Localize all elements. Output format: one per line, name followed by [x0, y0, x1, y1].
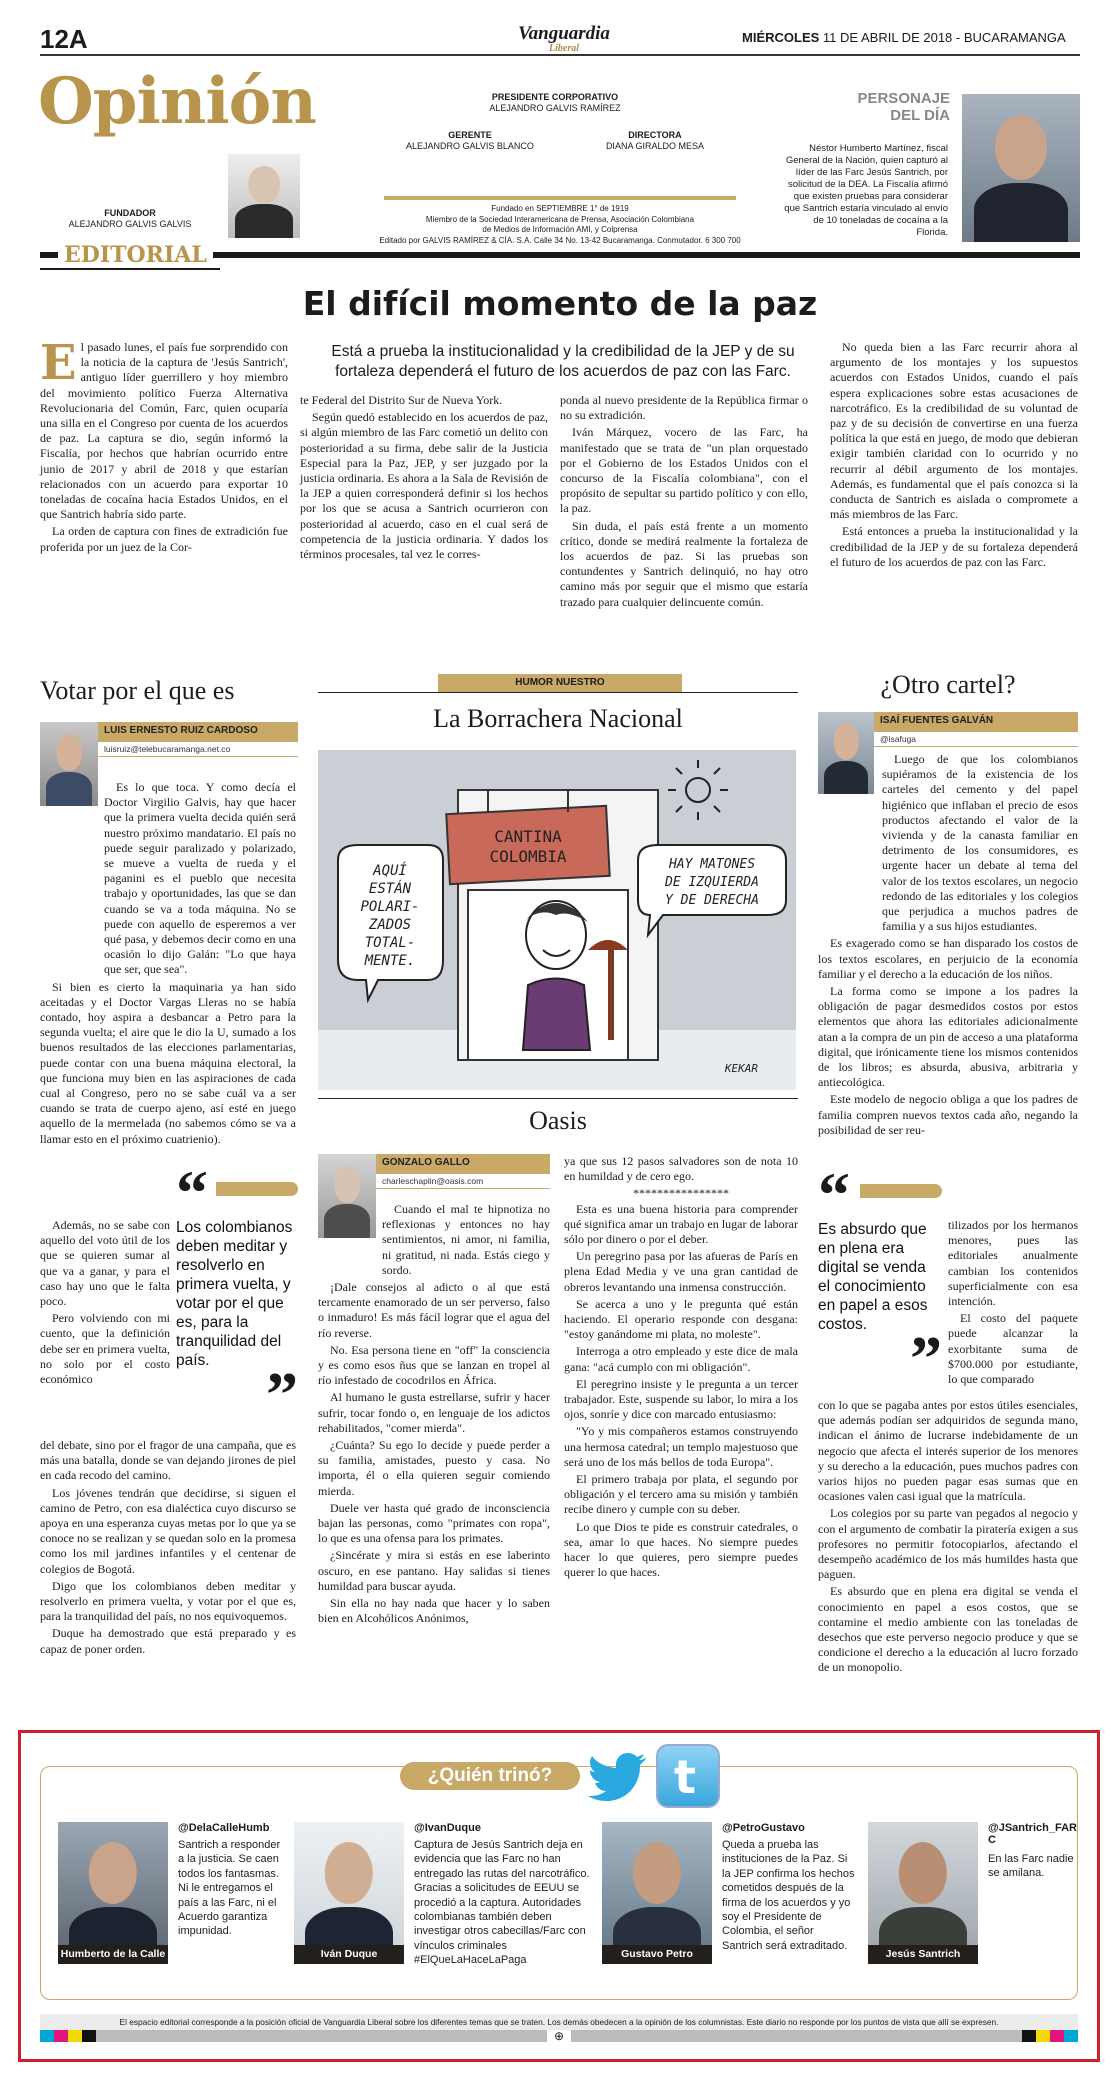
column-paragraph: Sin ella no hay nada que hacer y lo saben bien en Alcohólicos Anónimos,: [318, 1596, 550, 1626]
footer-note: El espacio editorial corresponde a la posición oficial de Vanguardia Liberal sobre los diferentes temas que se traten. Los demás obedecen a la opinión de los columnistas. Este diario no responde por los puntos de vista que allí se expresen.: [40, 2014, 1078, 2030]
presidente-label: PRESIDENTE CORPORATIVO: [491, 92, 619, 102]
editorial-tag: [58, 242, 213, 268]
tweet-avatar-3: [602, 1822, 712, 1964]
column-paragraph: Duele ver hasta qué grado de inconsciencia bajan las personas, como "primates con ropa", lo que es una ofensa para los primates.: [318, 1500, 550, 1546]
column-paragraph: Es lo que toca. Y como decía el Doctor Virgilio Galvis, hay que hacer que la primera vuelta decida quién será nuestro próximo mandatario. El país no puede seguir paralizado y polarizado, se mueve a vuelta de rueda y el paganini es el pueblo que necesita trabajo y oportunidades, las que se dan cuando se va a toda máquina. No se puede con aquello de esperemos a ver qué pasa, y debemos decir como en una ocasión lo dijo Galán: "Lo que haya que ser, que sea".: [104, 780, 296, 977]
cartoon-top-rule: [318, 692, 798, 693]
column-left-text-bot: [40, 1438, 296, 1659]
column-paragraph: No. Esa persona tiene en "off" la consciencia y es como esos ñus que se lanzan en tropel al río infestado de cocodrilos en África.: [318, 1342, 550, 1388]
header-rule: [40, 54, 1080, 56]
column-paragraph: con lo que se pagaba antes por estos útiles esenciales, que además podían ser adquiridos de segunda mano, indican el ánimo de lucrarse indebidamente de un negocio que afecta el interés superior de los menores y su derecho a la educación, pues muchos padres con varios hijos no pueden pagar esas sumas que en ocasiones valen casi igual que la matrícula.: [818, 1398, 1078, 1504]
editorial-title: El difícil momento de la paz: [302, 284, 818, 323]
column-paragraph: Lo que Dios te pide es construir catedrales, o sea, amar lo que haces. No siempre puedes hacer lo que quieres, pero siempre puedes querer lo que haces.: [564, 1519, 798, 1580]
editorial-paragraph: l pasado lunes, el país fue sorprendido con la noticia de la captura de 'Jesús Santrich', antiguo líder guerrillero y hoy miembro del movimiento político Fuerza Alternativa Revolucionaria del Común, Farc, quien ocuparía una silla en el Congreso por cuenta de los acuerdos de paz. La captura se dio, según informó la Fiscalía, por hechos que habrían ocurrido entre junio de 2017 y abril de 2018 y que estarían relacionados con un acuerdo para exportar 10 toneladas de cocaína hacia Estados Unidos, en el que Santrich habría sido parte.: [40, 340, 288, 522]
cartoon-illustration: [318, 750, 796, 1090]
column-paragraph: Si bien es cierto la maquinaria ya han sido aceitadas y el Doctor Vargas Lleras no se había contado, hoy aspira a desbancar a Petro para la segunda vuelta; el aire que le dio la U, sumado a los buenos resultados de las elecciones parlamentarias, puede contar con una buena máquina electoral, la que funciona muy bien en las aspiraciones de cada cual al Congreso, pero no se sabe cuál va a ser cuando se trata de cuerpo ajeno, así esté en juego aquello de la mermelada (no sabemos cómo se va a llamar esto en el próximo cuatrienio).: [40, 979, 296, 1146]
editorial-paragraph: Está entonces a prueba la institucionalidad y la credibilidad de la JEP y de su fortaleza dependerá el futuro de los acuerdos de paz con las Farc.: [830, 524, 1078, 569]
column-right-title: ¿Otro cartel?: [880, 670, 1016, 699]
directora-label: DIRECTORA: [628, 130, 682, 140]
editorial-paragraph: te Federal del Distrito Sur de Nueva York.: [300, 393, 503, 407]
fundado-block: [350, 204, 770, 246]
gerente-label: GERENTE: [448, 130, 492, 140]
author-name: LUIS ERNESTO RUIZ CARDOSO: [98, 722, 298, 742]
column-paragraph: ya que sus 12 pasos salvadores son de nota 10 en humildad y de cero ego.: [564, 1154, 798, 1184]
editorial-dropcap: E: [40, 335, 77, 391]
brand-name: Vanguardia: [518, 23, 610, 44]
column-paragraph: Es absurdo que en plena era digital se venda el conocimiento en papel a esos costos, que se contamine el medio ambiente con las toneladas de desechos que este perverso negocio produce y que se condicione el derecho a la educación al lucro forzado de un monopolio.: [818, 1584, 1078, 1675]
twitter-logo-icon: t: [656, 1744, 720, 1808]
cartoon-title: La Borrachera Nacional: [433, 704, 683, 733]
author-name: GONZALO GALLO: [376, 1154, 550, 1174]
column-paragraph: Digo que los colombianos deben meditar y resolverlo en primera vuelta, y votar por el que es, para la tranquilidad del país, no nos equivoquemos.: [40, 1578, 296, 1624]
tweet-handle: @JSantrich_FARC: [988, 1822, 1077, 1846]
column-paragraph: Interroga a otro empleado y este dice de mala gana: "acá cumplo con mi obligación".: [564, 1344, 798, 1374]
column-paragraph: La forma como se impone a los padres la obligación de pagar desmedidos costos por estos elementos que ahora las editoriales adicionalmente atan a la compra de un pin de acceso a una plataforma digital, que irónicamente tiene los mismos contenidos de los libros; es absurda, abusiva, arbitraria y antiecológica.: [818, 984, 1078, 1090]
column-paragraph: del debate, sino por el fragor de una campaña, que es más una batalla, donde se van dejando jirones de piel en cada recodo del camino.: [40, 1438, 296, 1483]
column-paragraph: Además, no se sabe con aquello del voto útil de los que se quieren sumar al que va a ganar, y para el caso hay uno que le falta poco.: [40, 1218, 170, 1309]
column-paragraph: Se acerca a uno y le pregunta qué están haciendo. El operario responde con desgana: "estoy ganándome mi plata, no moleste".: [564, 1296, 798, 1342]
fundador-label: FUNDADOR: [104, 208, 156, 218]
column-mid-text-2: [564, 1154, 798, 1582]
tweet-handle: @PetroGustavo: [722, 1822, 805, 1834]
pull-quote-right: [818, 1159, 942, 1394]
tweet-author-name: Humberto de la Calle: [58, 1945, 168, 1964]
twitter-bird-icon: [588, 1752, 648, 1802]
fundado-line-2: Miembro de la Sociedad Interamericana de Prensa, Asociación Colombiana: [425, 214, 695, 224]
staff-block: [370, 92, 740, 152]
editorial-paragraph: ponda al nuevo presidente de la República firmar o no su extradición.: [560, 393, 808, 423]
column-right-text-mid: [948, 1218, 1078, 1389]
column-paragraph: Al humano le gusta estrellarse, sufrir y hacer sufrir, tocar fondo o, en lenguaje de los adictos rehabilitados, "comer mierda".: [318, 1390, 550, 1435]
column-paragraph: ¿Sincérate y mira si estás en ese laberinto oscuro, en ese pantano. Hay salidas si tienes humildad para buscar ayuda.: [318, 1548, 550, 1593]
column-paragraph: El peregrino insiste y le pregunta a un tercer trabajador. Este, suspende su labor, lo mira a los ojos, sonríe y dice con marcado entusiasmo:: [564, 1376, 798, 1422]
tweet-avatar-4: [868, 1822, 978, 1964]
tweet-author-name: Gustavo Petro: [602, 1945, 712, 1964]
column-paragraph: "Yo y mis compañeros estamos construyendo una hermosa catedral; un templo majestuoso que será uno de los más bellos de toda Europa".: [564, 1424, 798, 1469]
column-paragraph: El costo del paquete puede alcanzar la exorbitante suma de $700.000 por estudiante, lo que comparado: [948, 1311, 1078, 1387]
svg-text:POLARI-: POLARI-: [360, 899, 420, 915]
author-email: luisruiz@telebucaramanga.net.co: [98, 742, 298, 757]
column-paragraph: Pero volviendo con mi cuento, que la definición debe ser en primera vuelta, no solo por el costo económico: [40, 1311, 170, 1387]
column-paragraph: tilizados por los hermanos menores, pues las editoriales anualmente cambian los contenidos superficialmente con esa intención.: [948, 1218, 1078, 1309]
pull-quote-left: [176, 1157, 298, 1430]
fundador-name: ALEJANDRO GALVIS GALVIS: [68, 219, 192, 229]
tweet-author-name: Jesús Santrich: [868, 1945, 978, 1964]
personaje-title-1: PERSONAJE: [857, 90, 950, 107]
column-left-text-mid: [40, 1218, 170, 1389]
brand-logo: [510, 24, 618, 54]
directora-block: [606, 130, 704, 152]
section-title: Opinión: [38, 64, 316, 139]
column-paragraph: Es exagerado como se han disparado los costos de los textos escolares, en perjuicio de la economía familiar y el derecho a la educación de los niños.: [818, 936, 1078, 981]
personaje-title-2: DEL DÍA: [890, 107, 950, 124]
issue-date: [742, 30, 1066, 45]
tweet-text: Queda a prueba las instituciones de la Paz. Si la JEP confirma los hechos cometidos después de la firma de los acuerdos y yo soy el Presidente de Colombia, el señor Santrich será extraditado.: [722, 1839, 855, 1952]
editorial-col-2: [300, 393, 548, 564]
pull-quote-text: Es absurdo que en plena era digital se venda el conocimiento en papel a esos costos.: [818, 1221, 928, 1333]
directora-name: DIANA GIRALDO MESA: [605, 141, 704, 151]
column-left-title: Votar por el que es: [40, 676, 235, 705]
editorial-col-1: [40, 335, 288, 557]
oasis-rule: [318, 1098, 798, 1099]
editorial-lead: Está a prueba la institucionalidad y la credibilidad de la JEP y de su fortaleza dependerá el futuro de los acuerdos de paz con las Farc.: [331, 343, 795, 380]
tweet-text: En las Farc nadie se amilana.: [988, 1853, 1074, 1880]
pull-quote-bar: [216, 1182, 298, 1196]
column-paragraph: ¡Dale consejos al adicto o al que está tercamente enamorado de un ser perverso, falso o inmaduro! Es más fácil lograr que el agua del río reverse.: [318, 1280, 550, 1340]
cartoon-sign: CANTINA: [494, 827, 562, 846]
quote-close-icon: ”: [910, 1323, 942, 1394]
tweet-avatar-1: [58, 1822, 168, 1964]
tweets-title: ¿Quién trinó?: [400, 1762, 580, 1790]
column-paragraph: Los jóvenes tendrán que decidirse, si siguen el camino de Petro, con esa dialéctica cuyo discurso se apoya en una esperanza cuyas metas por lo que ya se conoce no se realizan y se quedan solo en la promesa como los mil jardines infantiles y el centenar de colegios de Bogotá.: [40, 1485, 296, 1576]
column-paragraph: Esta es una buena historia para comprender qué significa amar un trabajo en lugar de laborar sólo por dinero o por el deber.: [564, 1201, 798, 1247]
quote-open-icon: “: [176, 1157, 208, 1228]
quote-close-icon: ”: [266, 1359, 298, 1430]
tweet-text: Captura de Jesús Santrich deja en evidencia que las Farc no han entregado las rutas del narcotráfico. Gracias a solicitudes de EEUU se procedió a la captura. Autoridades colombianas también deben investigar otros cabecillas/Farc con vínculos criminales #ElQueLaHaceLaPaga: [414, 1839, 590, 1967]
separator-stars: ****************: [633, 1186, 729, 1201]
tweet-author-name: Iván Duque: [294, 1945, 404, 1964]
column-mid-title: Oasis: [529, 1106, 587, 1135]
editorial-paragraph: Sin duda, el país está frente a un momento crítico, donde se medirá realmente la fortaleza de los acuerdos de paz. Si las pruebas son contundentes y Santrich delinquió, no hay otro camino más por seguir que el mismo que estaría trazado para cualquier delincuente común.: [560, 518, 808, 609]
editorial-col-3: [560, 393, 808, 612]
fundador-block: [40, 208, 220, 230]
author-byline-left: [98, 722, 298, 757]
column-paragraph: ¿Cuánta? Su ego lo decide y puede perder a su familia, amistades, puesto y casa. No importa, él o ella quieren seguir comiendo mierda.: [318, 1438, 550, 1498]
tweet-handle: @IvanDuque: [414, 1822, 481, 1834]
pull-quote-text: Los colombianos deben meditar y resolverlo en primera vuelta, y votar por el que es, para la tranquilidad del país.: [176, 1219, 293, 1369]
brand-sub: Liberal: [549, 43, 579, 54]
color-registration-strip: [40, 2030, 1078, 2042]
fundado-line-1: Fundado en SEPTIEMBRE 1° de 1919: [491, 204, 629, 213]
editorial-paragraph: Según quedó establecido en los acuerdos de paz, si algún miembro de las Farc cometió un delito con posterioridad a su firma, debe salir de la Justicia Especial para la Paz, JEP, y ser juzgado por la justicia ordinaria. Es ahora a la Sala de Revisión de la JEP a quien corresponderá definir si los hechos por los que se acusa a Santrich ocurrieron con posterioridad al acuerdo, caso en el cual será de competencia de la justicia ordinaria. Y dados los términos procesales, tal vez le corres-: [300, 410, 548, 562]
fundado-line-4: Editado por GALVIS RAMÍREZ & CÍA. S.A. Calle 34 No. 13-42 Bucaramanga. Conmutador. 6 300 700: [379, 235, 741, 245]
editorial-col-4: [830, 340, 1078, 572]
column-paragraph: Este modelo de negocio obliga a que los padres de familia compren nuevos textos cada año, negando la posibilidad de ser reu-: [818, 1092, 1078, 1137]
date-day: MIÉRCOLES: [742, 30, 820, 45]
quote-open-icon: “: [818, 1159, 850, 1230]
fundador-portrait: [228, 154, 300, 238]
editorial-paragraph: Iván Márquez, vocero de las Farc, ha manifestado que se trata de "un plan orquestado por el Gobierno de los Estados Unidos con el concurso de la Fiscalía colombiana", con el propósito de sepultar su partido político y con ello, la paz.: [560, 425, 808, 516]
editorial-tag-label: EDITORIAL: [64, 242, 207, 268]
personaje-photo: [962, 94, 1080, 242]
fundado-line-3: de Medios de Información AMI, y Colprensa: [482, 225, 638, 234]
svg-text:Y DE DERECHA: Y DE DERECHA: [665, 893, 759, 908]
registration-mark-icon: ⊕: [553, 2029, 565, 2043]
column-paragraph: Luego de que los colombianos supiéramos de la existencia de los carteles del cemento y del papel higiénico que inflaban el precio de esos productos afectando el valor de la vivienda y de la canasta familiar en detrimento de los consumidores, es urgente hacer un debate al tema del valor de los textos escolares, un negocio redondo de las editoriales y los colegios que perjudica a muchos padres de familia y a sus hijos estudiantes.: [882, 752, 1078, 934]
page-number: 12A: [40, 24, 88, 54]
author-byline-mid: [376, 1154, 550, 1189]
personaje-title: [800, 90, 950, 124]
cartoon-tag: HUMOR NUESTRO: [438, 674, 682, 692]
column-right-text-top: [818, 752, 1078, 1140]
author-email: charleschaplin@oasis.com: [376, 1174, 550, 1189]
presidente-name: ALEJANDRO GALVIS RAMÍREZ: [489, 103, 621, 113]
tweet-avatar-2: [294, 1822, 404, 1964]
editorial-paragraph: La orden de captura con fines de extradición fue proferida por un juez de la Cor-: [40, 524, 288, 554]
personaje-text: Néstor Humberto Martínez, fiscal General de la Nación, quien capturó al líder de las Farc Jesús Santrich, por solicitud de la DEA. La Fiscalía afirmó que existen pruebas para considerar que Santrich estaría vinculado al envío de 10 toneladas de cocaína a la Florida.: [784, 143, 948, 238]
cartoon-sign-2: COLOMBIA: [489, 847, 567, 866]
gerente-block: [406, 130, 534, 152]
column-paragraph: El primero trabaja por plata, el segundo por obligación y el tercero ama su misión y también recibe dinero y cumple con su deber.: [564, 1472, 798, 1517]
date-rest: 11 DE ABRIL DE 2018 - BUCARAMANGA: [822, 30, 1066, 45]
svg-text:DE IZQUIERDA: DE IZQUIERDA: [665, 875, 759, 890]
svg-text:MENTE.: MENTE.: [364, 953, 416, 969]
svg-text:ZADOS: ZADOS: [368, 917, 412, 933]
column-paragraph: Cuando el mal te hipnotiza no reflexionas y entonces no hay sentimientos, ni amor, ni familia, ni gratitud, ni nada. Estás ciego y sordo.: [382, 1202, 550, 1277]
column-paragraph: Duque ha demostrado que está preparado y es capaz de poner orden.: [40, 1626, 296, 1656]
column-right-text-bot: [818, 1398, 1078, 1678]
author-byline-right: [874, 712, 1078, 747]
svg-text:TOTAL-: TOTAL-: [364, 935, 416, 951]
editorial-paragraph: No queda bien a las Farc recurrir ahora al argumento de los montajes y los supuestos acuerdos con Estados Unidos, cuando el país espera explicaciones sobre estas acusaciones de narcotráfico. Es la credibilidad de su voluntad de paz y de su decisión de convertirse en una fuerza política la que está en juego, de modo que debieran exigir también claridad con lo ocurrido y no recurrir al débil argumento de los montajes. Además, es fundamental que el país conozca si la conducta de Santrich es aislada o compromete a más miembros de las Farc.: [830, 340, 1078, 522]
column-paragraph: Un peregrino pasa por las afueras de París en plena Edad Media y ve una gran cantidad de obreros levantando una inmensa construcción.: [564, 1249, 798, 1294]
svg-text:HAY MATONES: HAY MATONES: [668, 857, 756, 872]
tweet-text: Santrich a responder a la justicia. Se caen todos los fantasmas. Ni le entregamos el país a las Farc, ni el Acuerdo garantiza impunidad.: [178, 1839, 281, 1938]
cartoon-artist: KEKAR: [724, 1062, 758, 1075]
svg-text:ESTÁN: ESTÁN: [368, 881, 412, 897]
svg-text:AQUÍ: AQUÍ: [373, 863, 407, 879]
author-name: ISAÍ FUENTES GALVÁN: [874, 712, 1078, 732]
column-mid-text-1: [318, 1202, 550, 1628]
editorial-tag-underline: [40, 268, 220, 270]
column-left-text-top: [40, 780, 296, 1149]
tweet-handle: @DelaCalleHumb: [178, 1822, 270, 1834]
pull-quote-bar: [860, 1184, 942, 1198]
column-paragraph: Los colegios por su parte van pegados al negocio y con el argumento de combatir la piratería exigen a sus profesores no permitir fotocopiarlos, afectando el desempeño académico de los más humildes hasta que paguen.: [818, 1506, 1078, 1582]
masthead-gold-rule: [384, 196, 736, 200]
author-email: @isafuga: [874, 732, 1078, 747]
gerente-name: ALEJANDRO GALVIS BLANCO: [406, 141, 534, 151]
